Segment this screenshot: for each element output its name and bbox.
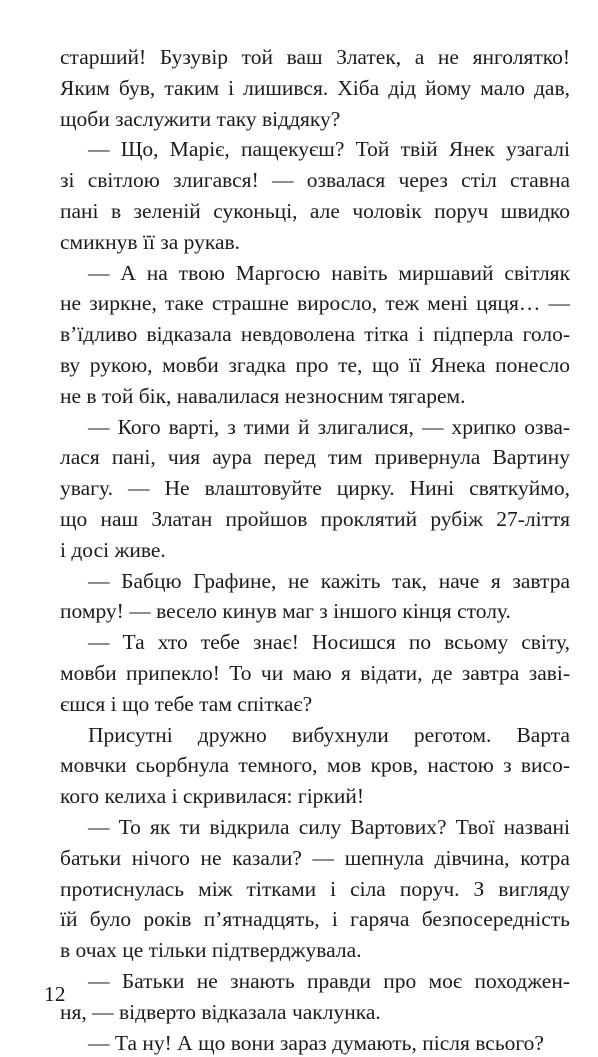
text-line: — Та хто тебе знає! Носишся по всьому світу, — [88, 630, 570, 655]
text-line: їй було років п’ятнадцять, і гаряча безпосередність — [60, 907, 570, 932]
text-line: лася пані, чия аура перед тим привернула Вартину — [60, 445, 570, 470]
text-line: щоби заслужити таку віддяку? — [60, 106, 341, 131]
text-line: і досі живе. — [60, 537, 166, 562]
text-line: — Та ну! А що вони зараз думають, після всього? — [88, 1030, 544, 1055]
text-line: смикнув її за рукав. — [60, 229, 241, 254]
text-line: мовчки сьорбнула темного, мов кров, настою з висо- — [60, 753, 570, 778]
text-line: батьки нічого не казали? — шепнула дівчина, котра — [60, 845, 570, 870]
text-line: кого келиха і скривилася: гіркий! — [60, 784, 365, 809]
text-line: мовби припекло! То чи маю я відати, де завтра заві- — [60, 661, 571, 685]
text-line: — Кого варті, з тими й злигалися, — хрипко озва- — [88, 414, 571, 439]
text-line: протиснулась між тітками і сіла поруч. З вигляду — [60, 876, 570, 901]
text-line: ня, — відверто відказала чаклунка. — [60, 999, 381, 1024]
text-line: єшся і що тебе там спіткає? — [60, 691, 313, 716]
text-line: не в той бік, навалилася незносним тягарем. — [60, 383, 466, 408]
text-line: увагу. — Не влаштовуйте цирку. Нині святкуймо, — [60, 476, 570, 501]
text-line: Яким був, таким і лишився. Хіба дід йому мало дав, — [60, 75, 571, 100]
text-line: зі світлою злигався! — озвалася через стіл ставна — [60, 168, 570, 193]
text-line: що наш Златан пройшов проклятий рубіж 27-ліття — [60, 507, 571, 531]
text-line: Присутні дружно вибухнули реготом. Варта — [88, 722, 570, 747]
text-line: ву рукою, мовби згадка про те, що її Янека понесло — [60, 353, 570, 377]
text-line: — Що, Маріє, пащекуєш? Той твій Янек узагалі — [88, 137, 570, 162]
text-line: не зиркне, таке страшне виросло, теж мені цяця… — — [60, 291, 571, 316]
text-line: старший! Бузувір той ваш Златек, а не янголятко! — [60, 45, 570, 69]
text-line: в очах це тільки підтверджувала. — [60, 938, 362, 963]
page-number: 12 — [44, 982, 66, 1006]
text-line: помру! — весело кинув маг з іншого кінця столу. — [60, 599, 511, 624]
text-line: в’їдливо відказала невдоволена тітка і підперла голо- — [60, 322, 570, 347]
text-line: — А на твою Маргосю навіть миршавий світляк — [88, 260, 571, 285]
text-line: пані в зеленій суконьці, але чоловік поруч швидко — [60, 199, 571, 223]
text-line: — Бабцю Графине, не кажіть так, наче я завтра — [88, 568, 571, 593]
text-line: — Батьки не знають правди про моє походжен- — [88, 969, 570, 993]
text-line: — То як ти відкрила силу Вартових? Твої названі — [88, 815, 571, 839]
